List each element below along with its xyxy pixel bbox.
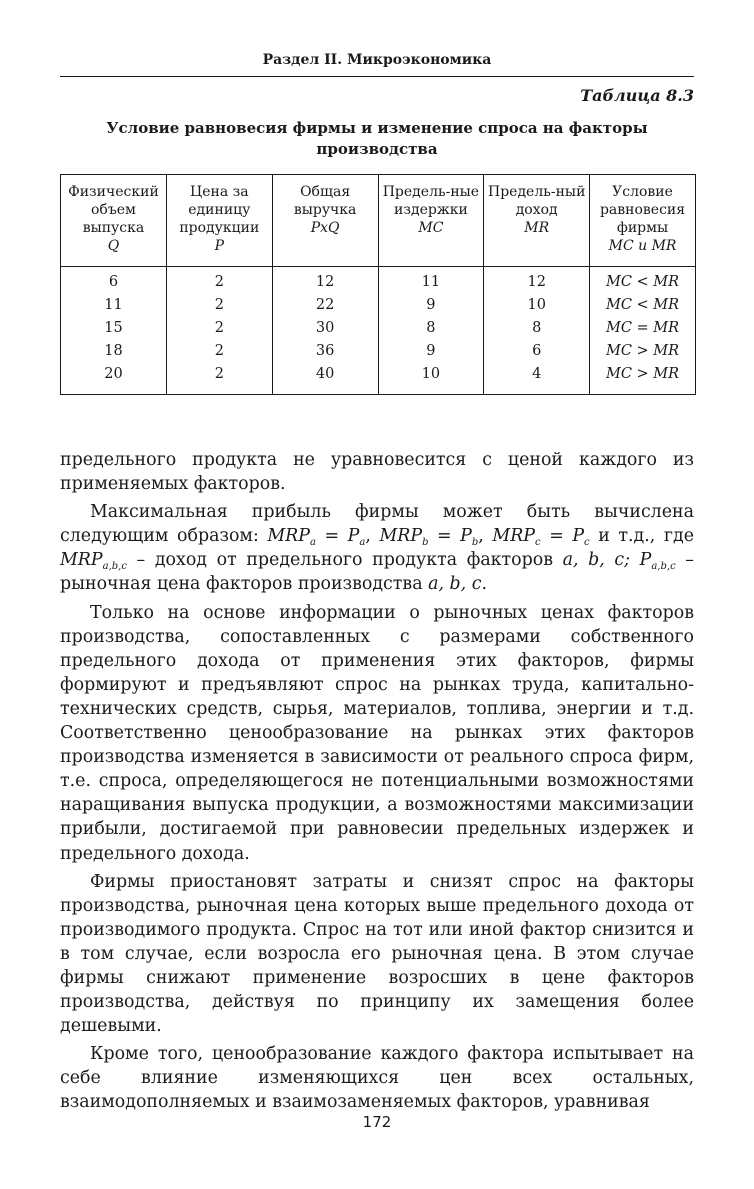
table-cell: 11 (378, 267, 484, 295)
table-cell: 10 (378, 363, 484, 395)
body-text (60, 448, 694, 1115)
running-head: Раздел II. Микроэкономика (262, 52, 492, 68)
table-row (61, 317, 696, 340)
table-cell: 2 (166, 340, 272, 363)
header-cell: Физический объем выпуска Q (61, 175, 167, 267)
table-cell: 20 (61, 363, 167, 395)
table-cell: 2 (166, 267, 272, 295)
table-cell: 36 (272, 340, 378, 363)
table-cell: 2 (166, 294, 272, 317)
table-cell: 10 (484, 294, 590, 317)
table-row (61, 363, 696, 395)
table-cell: 18 (61, 340, 167, 363)
table-cell: MC < MR (590, 267, 696, 295)
table-row (61, 294, 696, 317)
table-cell: MC < MR (590, 294, 696, 317)
table-cell: 11 (61, 294, 167, 317)
paragraph: Только на основе информации о рыночных ценах факторов производства, сопоставленных с размерами собственного предельного дохода от применения этих факторов, фирмы формируют и предъявляют спрос на рынках труда, капитально-технических средств, сырья, материалов, топлива, энергии и т.д. Соответственно ценообразование на рынках этих факторов производства изменяется в зависимости от реального спроса фирм, т.е. спроса, определяющегося не потенциальными возможностями наращивания выпуска продукции, а возможностями максимизации прибыли, достигаемой при равновесии предельных издержек и предельного дохода. (60, 602, 694, 864)
table-cell: 15 (61, 317, 167, 340)
table-cell: 2 (166, 317, 272, 340)
table-cell: 8 (378, 317, 484, 340)
header-cell: Условие равновесия фирмы MC и MR (590, 175, 696, 267)
paragraph: Кроме того, ценообразование каждого фактора испытывает на себе влияние изменяющихся цен всех остальных, взаимодополняемых и взаимозаменяемых факторов, уравнивая (60, 1044, 694, 1113)
table-header-row (61, 175, 696, 267)
table-row (61, 340, 696, 363)
header-cell: Предель-ные издержки MC (378, 175, 484, 267)
table-number: Таблица 8.3 (580, 86, 694, 105)
header-cell: Общая выручка PxQ (272, 175, 378, 267)
table-cell: 6 (484, 340, 590, 363)
page-number: 172 (362, 1113, 392, 1131)
table-cell: 9 (378, 294, 484, 317)
table-cell: 22 (272, 294, 378, 317)
table-cell: MC > MR (590, 340, 696, 363)
table-cell: 8 (484, 317, 590, 340)
header-cell: Цена за единицу продукции P (166, 175, 272, 267)
table-cell: MC = MR (590, 317, 696, 340)
equilibrium-table (60, 174, 696, 395)
paragraph: предельного продукта не уравновесится с ценой каждого из применяемых факторов. (60, 450, 694, 495)
table-cell: MC > MR (590, 363, 696, 395)
table-row (61, 267, 696, 295)
table-cell: 12 (272, 267, 378, 295)
table-cell: 6 (61, 267, 167, 295)
table-cell: 12 (484, 267, 590, 295)
paragraph-formula: Максимальная прибыль фирмы может быть вычислена следующим образом: $MRP_a = P_a$, $MRP_b = P_b$, $MRP_c = P_c$ и т.д., где $MRP_{a,b,c}$ – доход от предельного продукта факторов a, b, c; $P_{a,b,c}$ – рыночная цена факторов производства a, b, c. (60, 502, 694, 595)
paragraph: Фирмы приостановят затраты и снизят спрос на факторы производства, рыночная цена которых выше предельного дохода от производимого продукта. Спрос на тот или иной фактор снизится и в том случае, если возросла его рыночная цена. В этом случае фирмы снижают применение возросших в цене факторов производства, действуя по принципу их замещения более дешевыми. (60, 871, 694, 1037)
header-rule (60, 76, 694, 77)
table-title: Условие равновесия фирмы и изменение спроса на факторы производства (106, 119, 648, 158)
header-cell: Предель-ный доход MR (484, 175, 590, 267)
table-cell: 2 (166, 363, 272, 395)
table-cell: 30 (272, 317, 378, 340)
table-cell: 4 (484, 363, 590, 395)
table-cell: 9 (378, 340, 484, 363)
table-cell: 40 (272, 363, 378, 395)
